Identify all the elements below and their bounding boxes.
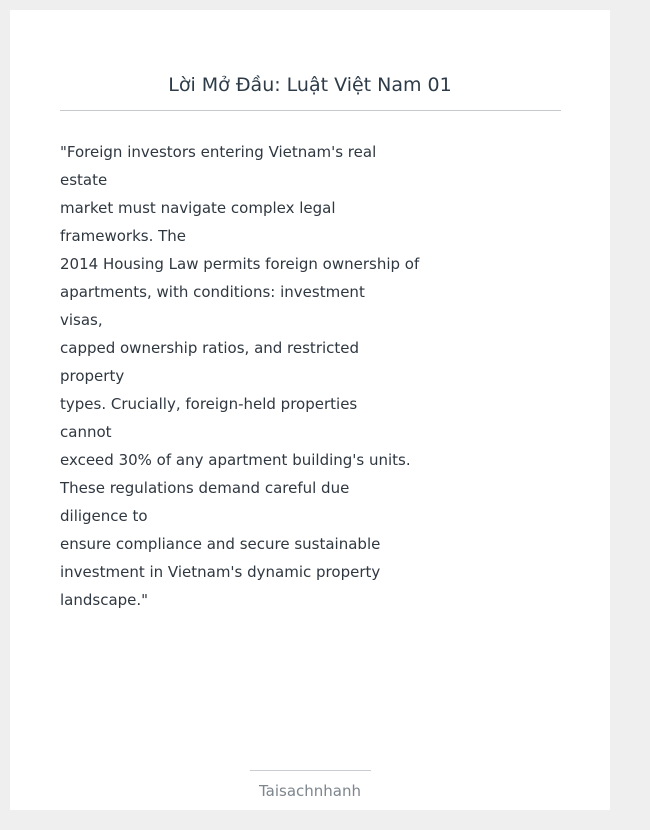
title-divider bbox=[60, 110, 561, 111]
text-line: 2014 Housing Law permits foreign ownership of bbox=[60, 255, 420, 273]
text-line: frameworks. The bbox=[60, 227, 187, 245]
text-line: exceed 30% of any apartment building's units. bbox=[60, 451, 411, 469]
text-line: market must navigate complex legal bbox=[60, 199, 336, 217]
text-line: apartments, with conditions: investment bbox=[60, 283, 365, 301]
text-line: estate bbox=[60, 171, 108, 189]
body-paragraph bbox=[60, 138, 480, 614]
text-line: "Foreign investors entering Vietnam's real bbox=[60, 143, 377, 161]
document-page bbox=[10, 10, 610, 810]
page-title: Lời Mở Đầu: Luật Việt Nam 01 bbox=[168, 74, 452, 96]
text-line: These regulations demand careful due bbox=[60, 479, 350, 497]
text-line: visas, bbox=[60, 311, 103, 329]
footer-divider bbox=[250, 770, 371, 771]
text-line: capped ownership ratios, and restricted bbox=[60, 339, 360, 357]
text-line: ensure compliance and secure sustainable bbox=[60, 535, 381, 553]
text-line: property bbox=[60, 367, 125, 385]
text-line: cannot bbox=[60, 423, 112, 441]
text-line: landscape." bbox=[60, 591, 149, 609]
text-line: types. Crucially, foreign-held properties bbox=[60, 395, 358, 413]
footer-brand: Taisachnhanh bbox=[258, 782, 362, 800]
text-line: investment in Vietnam's dynamic property bbox=[60, 563, 381, 581]
text-line: diligence to bbox=[60, 507, 148, 525]
